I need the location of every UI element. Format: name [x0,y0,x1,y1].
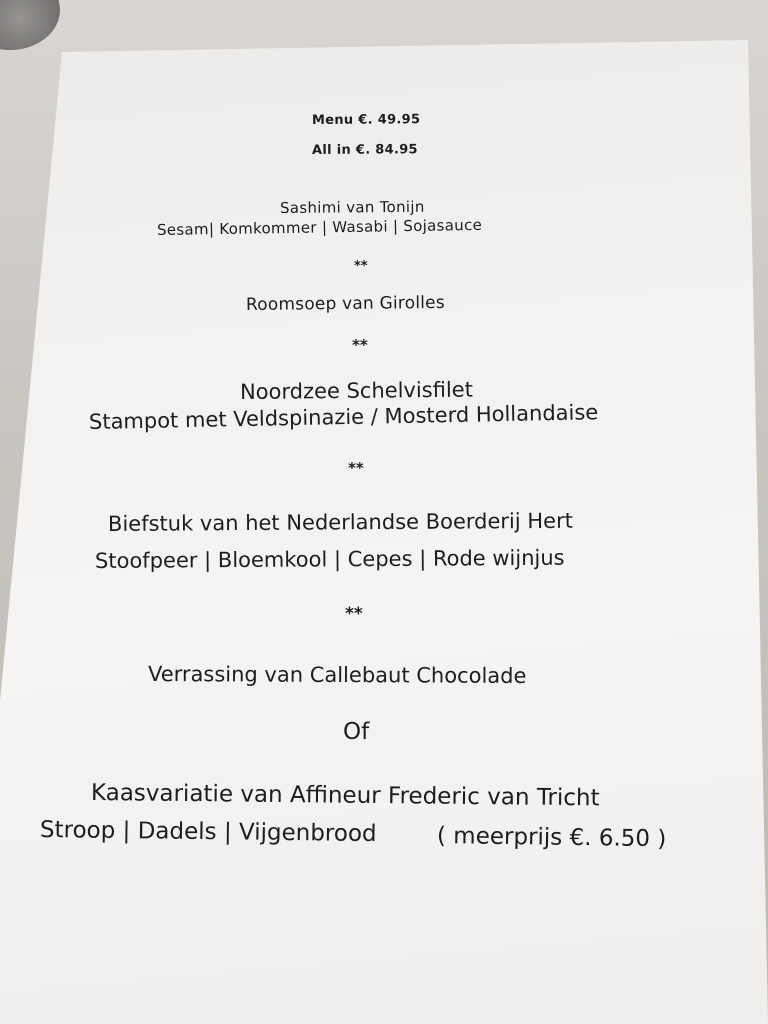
course-1-title: Sashimi van Tonijn [279,197,425,217]
course-3-sides: Stampot met Veldspinazie / Mosterd Hollandaise [88,400,599,434]
course-4-sides: Stoofpeer | Bloemkool | Cepes | Rode wijnjus [94,545,565,573]
menu-price: Menu €. 49.95 [311,112,421,128]
separator-1: ** [354,259,368,274]
separator-2: ** [352,336,368,354]
course-4-title: Biefstuk van het Nederlandse Boerderij Hert [107,508,574,536]
course-2-title: Roomsoep van Girolles [245,292,445,315]
separator-3: ** [348,459,364,477]
course-3-title: Noordzee Schelvisfilet [239,377,474,404]
dessert-2-surcharge: ( meerprijs €. 6.50 ) [436,823,667,853]
all-in-price: All in €. 84.95 [311,142,418,158]
dessert-1-title: Verrassing van Callebaut Chocolade [147,662,527,688]
dessert-2-sides: Stroop | Dadels | Vijgenbrood [39,817,377,848]
course-1-sides: Sesam| Komkommer | Wasabi | Sojasauce [156,215,483,239]
separator-4: ** [345,604,363,624]
or-label: Of [343,719,370,745]
dessert-2-title: Kaasvariatie van Affineur Frederic van Tricht [90,780,600,812]
